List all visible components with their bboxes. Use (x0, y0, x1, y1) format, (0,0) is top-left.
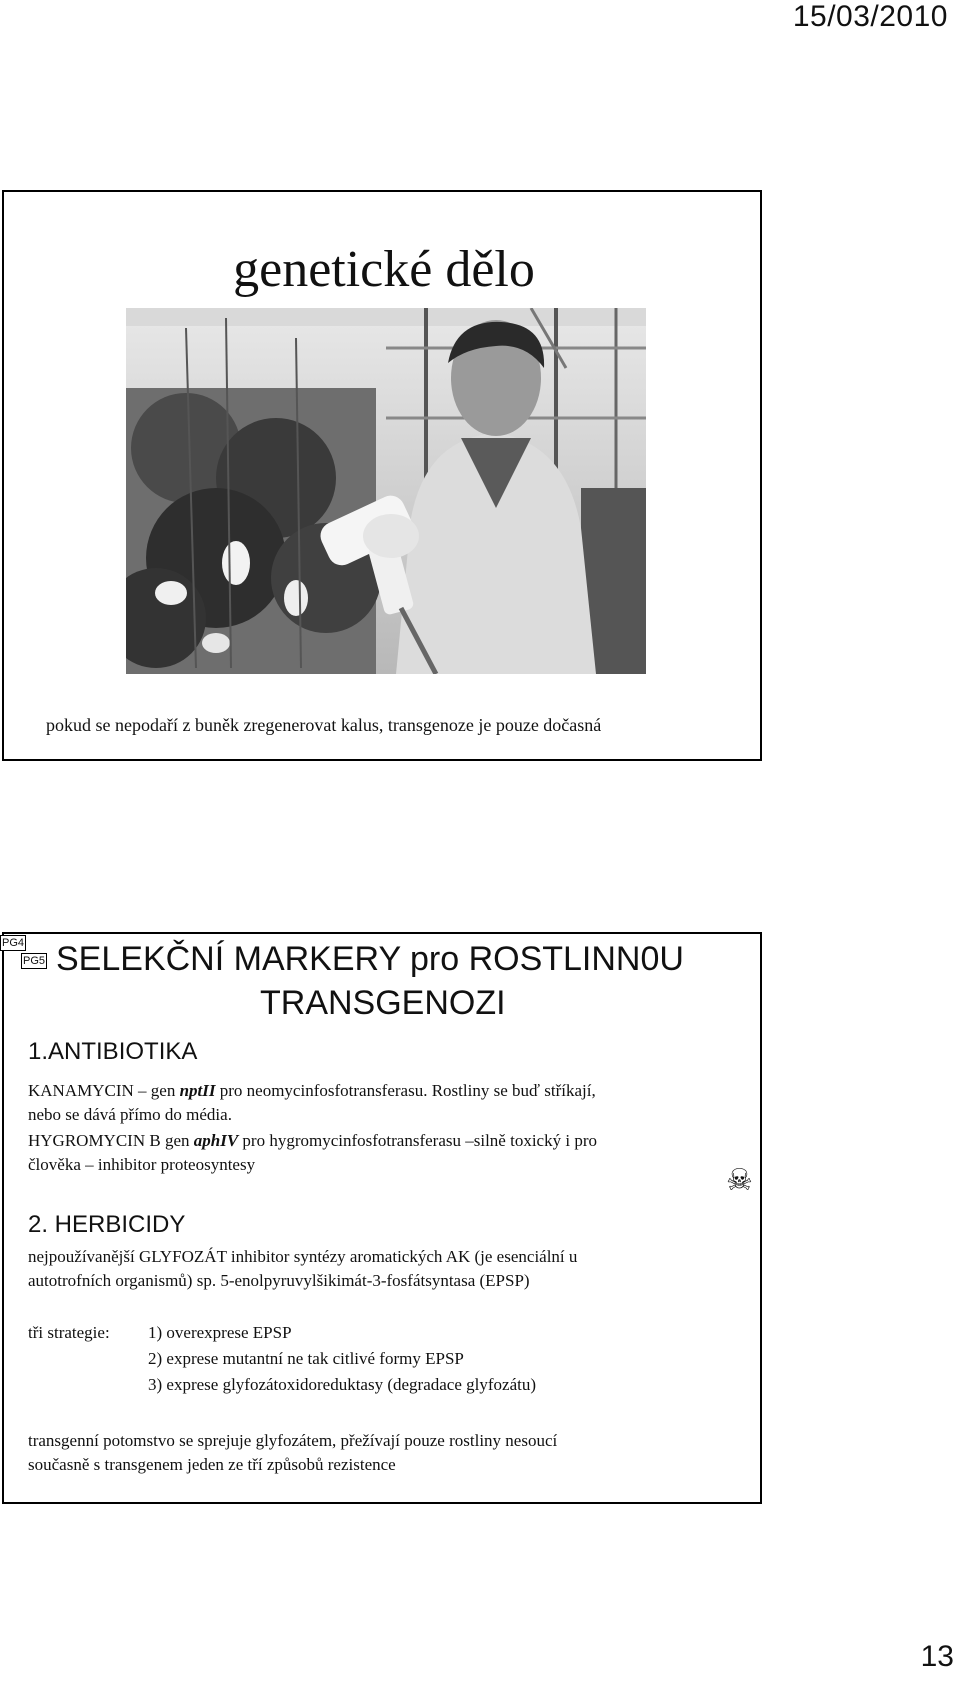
strategy-item: 1) overexprese EPSP (148, 1323, 292, 1342)
kanamycin-line1 (28, 1079, 596, 1103)
slide-title-line1: SELEKČNÍ MARKERY pro ROSTLINN0U (56, 940, 684, 978)
gene-name-aphiv: aphIV (193, 1131, 239, 1150)
gene-name-nptii: nptII (179, 1081, 216, 1100)
slide-title: genetické dělo (233, 241, 535, 298)
herbicide-line2: autotrofních organismů) sp. 5-enolpyruvylšikimát-3-fosfátsyntasa (EPSP) (28, 1271, 530, 1290)
strategies-label: tři strategie: (28, 1323, 110, 1342)
slide-title-line2: TRANSGENOZI (260, 984, 506, 1022)
strategy-item: 2) exprese mutantní ne tak citlivé formy EPSP (148, 1349, 464, 1368)
skull-crossbones-icon: ☠ (726, 1164, 753, 1197)
photo-illustration (126, 308, 646, 674)
herbicide-line1: nejpoužívanější GLYFOZÁT inhibitor syntézy aromatických AK (je esenciální u (28, 1247, 578, 1266)
section-heading-antibiotics: 1.ANTIBIOTIKA (28, 1038, 198, 1065)
section-heading-herbicides: 2. HERBICIDY (28, 1211, 186, 1238)
hygromycin-line2: člověka – inhibitor proteosyntesy (28, 1155, 256, 1174)
conclusion-line2: současně s transgenem jeden ze tří způsobů rezistence (28, 1455, 396, 1474)
conclusion-line1: transgenní potomstvo se sprejuje glyfozátem, přežívají pouze rostliny nesoucí (28, 1431, 558, 1450)
page-number: 13 (920, 1640, 954, 1673)
gene-gun-photo (126, 308, 646, 674)
comment-tag[interactable]: PG4 (2, 937, 25, 949)
slide-date: 15/03/2010 (792, 0, 948, 33)
slide-genetic-gun (2, 190, 762, 761)
kanamycin-desc: pro neomycinfosfotransferasu. Rostliny se buď stříkají, (215, 1081, 596, 1100)
hygromycin-line1 (28, 1129, 597, 1153)
hygromycin-desc: pro hygromycinfosfotransferasu –silně toxický i pro (238, 1131, 597, 1150)
slide-caption: pokud se nepodaří z buněk zregenerovat kalus, transgenoze je pouze dočasná (46, 715, 602, 735)
kanamycin-line2: nebo se dává přímo do média. (28, 1105, 232, 1124)
strategy-item: 3) exprese glyfozátoxidoreduktasy (degradace glyfozátu) (148, 1375, 536, 1394)
comment-tag[interactable]: PG5 (23, 955, 46, 967)
kanamycin-label: KANAMYCIN – gen (28, 1081, 180, 1100)
hygromycin-label: HYGROMYCIN B gen (28, 1131, 194, 1150)
